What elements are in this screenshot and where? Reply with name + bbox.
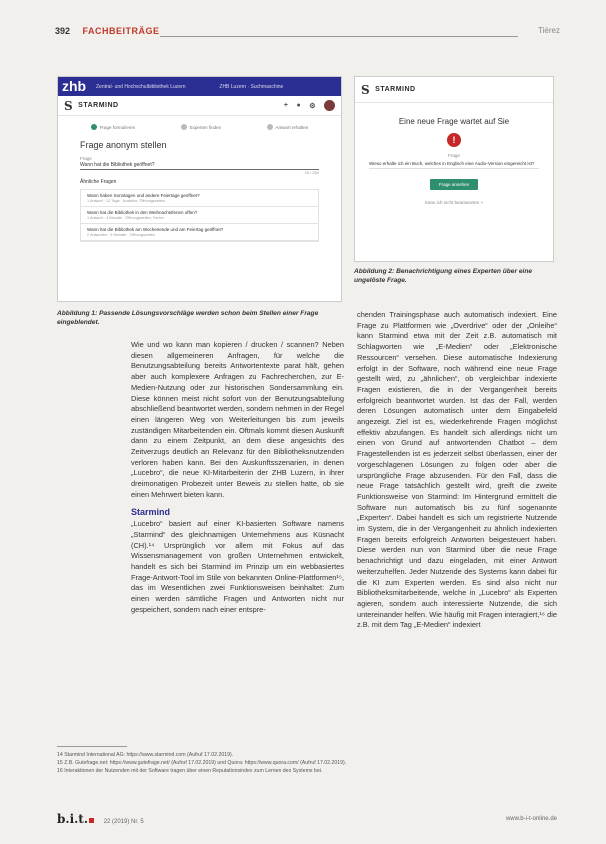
footnote: 16 Interaktionen der Nutzenden mit der Software tragen über einen Reputationsindex zum Lernen des Systems bei. (57, 768, 323, 774)
suggestion-list (80, 189, 319, 242)
figure-1-screenshot (57, 76, 342, 302)
paragraph: Wie und wo kann man kopieren / drucken / scannen? Neben diesen allgemeineren Anfragen, für welche die Benutzungsabteilung bereits Antwortentexte parat hält, gehen aber auch komplexere Anfragen zu Fachrecherchen, zur E-Medien-Nutzung oder zur historischen Sondersammlung ein. Diese können meist nicht sofort von der Benutzungsabteilung abschließend beantwortet werden, sondern nehmen in der Regel einen längeren Weg von Weiterleitungen bis zum jeweils zuständigen Mitarbeitenden ein. Oftmals kommt diesen Auskunft dann zu einem Zeitpunkt, an dem diese angesichts des Zeitverzugs deutlich an Relevanz für den Bibliotheksnutzenden verloren haben kann. Bei den Auskunftsszenarien, in denen „Lucebro“, die neue KI-Mitarbeiterin der ZHB Luzern, in ihrer dreimonatigen Probezeit unter Beweis zu stellen hatte, ob sie einen Mehrwert bieten kann. (131, 340, 344, 499)
footnotes (57, 751, 557, 775)
step-label: Frage formulieren (99, 124, 136, 130)
figure-2-screenshot (354, 76, 554, 262)
list-item[interactable] (81, 207, 318, 224)
suggestion-meta: 1 Antwort · 4 Monate · Öffnungszeiten, Ferien (87, 216, 164, 220)
zhb-logo: zhb (62, 78, 87, 94)
bit-logo-text: b.i.t. (57, 812, 89, 826)
step-3 (267, 124, 309, 130)
question-text: Wieso erhalte ich ein Buch, welches in Englisch eine Audio-Version eingereicht ist? (369, 161, 539, 169)
progress-steps (58, 116, 341, 134)
header-rule (160, 36, 518, 37)
website-url[interactable]: www.b-i-t-online.de (505, 816, 557, 822)
question-label: Frage (80, 156, 92, 161)
paragraph: chenden Trainingsphase auch automatisch indexiert. Eine Frage zu Plattformen wie „Overdrive“ oder der „Onleihe“ kann Starmind etwa mit der Zeit z.B. automatisch mit Schlagworten wie „E-Medien“ oder „Elektronische Ressourcen“ versehen. Diese automatische Indexierung erfolgt in der Software, noch während eine neue Frage gestellt wird, zu „ähnlichen“, ob vergleichbar indexierte Fragen existieren, die in der Vergangenheit bereits erfolgreich beantwortet wurden. Ist das der Fall, werden deren Lösungen automatisch unter dem Eingabefeld angezeigt. Ziel ist es, wiederkehrende Fragen möglichst effektiv abzufangen. Es handelt sich allerdings nicht um einen von Grund auf antwortenden Chatbot – dem Fragestellenden ist es jederzeit selbst überlassen, einer der vorgeschlagenen Lösungen zu folgen oder aber die ursprüngliche Frage abzusenden. Für den Fall, dass die neue Frage tatsächlich gestellt wird, greift die zweite Funktionsweise von Starmind: Im Hintergrund ermittelt die Software nun automatisch bis zu fünf sogenannte „Experten“. Dabei handelt es sich um registrierte Nutzende im System, die in der Vergangenheit zu ähnlich indexierten Fragen bereits erfolgreich Antworten beigesteuert haben. Diese werden nun von Starmind über die neue Frage benachrichtigt und dazu eingeladen, mit einer Antwort weiterzuhelfen. Jeder Nutzende des Systems kann dabei für die KI zum Experten werden. Es sind also nicht nur Bibliotheksmitarbeitende, welche in „Lucebro“ als Experten agieren, sondern auch interessierte Nutzende, die sich untereinander helfen. Wie häufig mit Fragen interagiert,¹⁶ die z.B. mit dem Tag „E-Medien“ indexiert (357, 310, 557, 630)
starmind-logo-icon: S (64, 98, 74, 113)
section-heading: Starmind (131, 506, 171, 517)
page-number: 392 (55, 26, 71, 36)
settings-icon[interactable]: ⚙ (309, 102, 316, 110)
avatar[interactable] (324, 100, 335, 111)
zhb-banner-subtitle: Zentral- und Hochschulbibliothek Luzern (96, 83, 186, 90)
form-heading: Frage anonym stellen (80, 140, 167, 150)
figure-1-caption: Abbildung 1: Passende Lösungsvorschläge werden schon beim Stellen einer Frage eingeblendet. (57, 310, 319, 326)
starmind-app-name: STARMIND (375, 86, 416, 93)
logo-square-icon (89, 818, 94, 823)
step-label: Experten finden (189, 124, 222, 130)
bit-logo (57, 812, 94, 826)
figure-2-caption: Abbildung 2: Benachrichtigung eines Experten über eine ungelöste Frage. (354, 268, 533, 284)
page-header (55, 26, 560, 40)
right-column (357, 310, 557, 631)
step-dot-icon (181, 124, 187, 130)
similar-questions-label: Ähnliche Fragen (80, 179, 117, 185)
list-item[interactable] (81, 190, 318, 207)
suggestion-title: Wann hat die Bibliothek am Wochenende und am Feiertag geöffnet? (87, 227, 224, 232)
notification-title: Eine neue Frage wartet auf Sie (398, 117, 510, 126)
footnote: 15 Z.B. Gutefrage.net: https://www.gutefrage.net/ (Aufruf 17.02.2019) und Quora: https://www.quora.com/ (Aufruf 17.02.2019). (57, 760, 347, 766)
footnote: 14 Starmind International AG: https://www.starmind.com (Aufruf 17.02.2019). (57, 752, 234, 758)
starmind-navbar (58, 96, 341, 116)
author-label: Tiérez (538, 26, 560, 35)
zhb-banner-subtitle-2: ZHB Luzern · Suchmaschine (219, 83, 284, 90)
question-input[interactable]: Wann hat die Bibliothek geöffnet? (80, 161, 319, 170)
page-footer (57, 812, 557, 826)
paragraph: „Lucebro“ basiert auf einer KI-basierten Software namens „Starmind“ des gleichnamigen Unternehmens aus Küsnacht (CH).¹⁴ Ursprünglich vor allem mit Fokus auf das Wissensmanagement von großen Unternehmen entwickelt, handelt es sich bei Starmind im Prinzip um ein webbasiertes Frage-Antwort-Tool im Stile von bekannten Online-Plattformen¹⁵, das im Wesentlichen zwei Funktionsweisen beinhaltet: Zum einen werden sämtliche Fragen und Antworten nicht nur gespeichert, sondern nach einer entspre- (131, 519, 344, 614)
step-dot-icon (267, 124, 273, 130)
zhb-banner (58, 77, 341, 96)
question-label: Frage (448, 152, 460, 158)
starmind-navbar (355, 77, 553, 103)
cannot-answer-link[interactable]: Kann ich nicht beantworten » (424, 199, 484, 205)
add-icon[interactable]: + (283, 102, 289, 109)
suggestion-title: Wann hat die Bibliothek in den Weihnachtsferien offen? (87, 210, 198, 215)
question-box (80, 156, 319, 175)
suggestion-title: Wann haben Sonntagen und andere Feiertage geöffnet? (87, 193, 200, 198)
footnote-rule (57, 746, 127, 747)
step-label: Antwort erhalten (275, 124, 309, 130)
list-item[interactable] (81, 224, 318, 241)
suggestion-meta: 1 Antwort · 12 Tage · Ausleihe, Öffnungszeiten (87, 199, 165, 203)
left-column (131, 340, 344, 616)
step-dot-icon (91, 124, 97, 130)
issue-label: 22 (2019) Nr. 5 (103, 819, 144, 825)
starmind-app-name: STARMIND (78, 102, 119, 109)
alert-icon: ! (447, 133, 461, 147)
section-label: FACHBEITRÄGE (82, 26, 160, 36)
starmind-logo-icon: S (361, 82, 371, 97)
char-counter: 33 / 280 (304, 170, 319, 175)
step-2 (181, 124, 222, 130)
suggestion-meta: 2 Antworten · 8 Monate · Öffnungszeiten (87, 233, 156, 237)
view-question-button[interactable]: Frage ansehen (430, 179, 478, 190)
bell-icon[interactable]: ● (296, 102, 302, 109)
step-1 (91, 124, 136, 130)
